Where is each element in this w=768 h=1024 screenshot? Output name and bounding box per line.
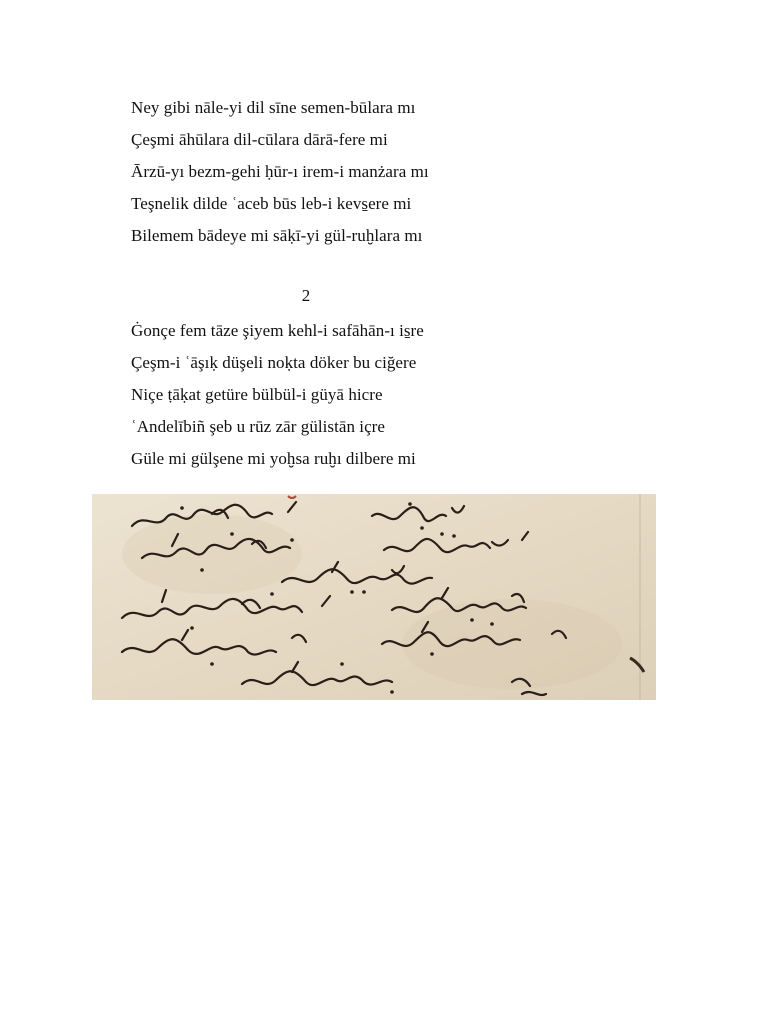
verse-line: Niçe ṭāḳat getüre bülbül-i güyā hicre [131,385,383,404]
manuscript-facsimile-icon [92,494,656,700]
verse-line: ʿAndelībiñ şeb u rūz zār gülistān içre [131,417,385,436]
verse-line: Teşnelik dilde ʿaceb būs leb-i kevs̱ere mi [131,194,412,213]
manuscript-image [92,494,656,700]
verse-line: Çeşm-i ʿāşıḳ düşeli noḳta döker bu ciğere [131,353,417,372]
verse-line: Güle mi gülşene mi yoḫsa ruḫı dilbere mi [131,449,416,468]
verse-line: Ārzū-yı bezm-gehi ḥūr-ı irem-i manżara mı [131,162,429,181]
verse-line: Ney gibi nāle-yi dil sīne semen-būlara mı [131,98,416,117]
verse-line: Bilemem bādeye mi sāḳī-yi gül-ruḫlara mı [131,226,423,245]
stanza-1 [131,92,429,252]
verse-line: Ġonçe fem tāze şiyem kehl-i safāhān-ı is̱re [131,321,424,340]
stanza-number: 2 [301,286,311,305]
stanza-2 [131,315,424,475]
verse-line: Çeşmi āhūlara dil-cūlara dārā-fere mi [131,130,388,149]
